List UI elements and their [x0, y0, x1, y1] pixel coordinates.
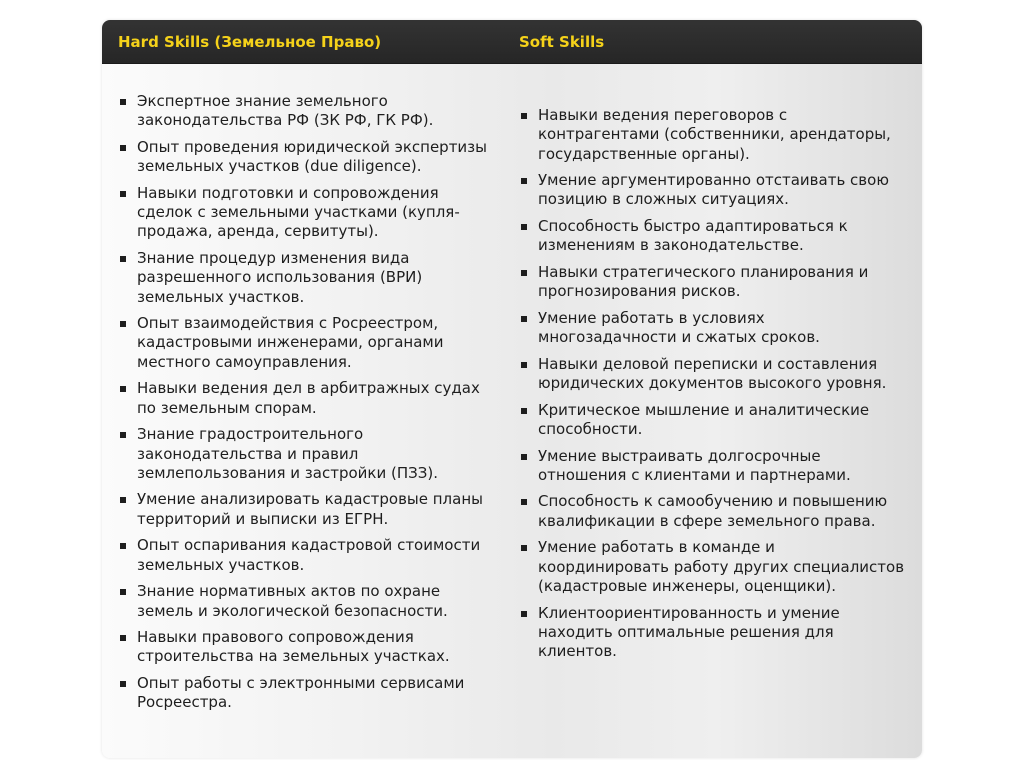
square-bullet-icon [521, 224, 527, 230]
soft-skill-item [503, 309, 908, 348]
soft-skill-item-text: Умение аргументированно отстаивать свою позицию в сложных ситуациях. [538, 171, 889, 209]
hard-skill-item-text: Экспертное знание земельного законодательства РФ (ЗК РФ, ГК РФ). [137, 92, 434, 130]
soft-skills-list [503, 106, 908, 661]
hard-skill-item [102, 92, 497, 131]
square-bullet-icon [120, 589, 126, 595]
soft-skill-item-text: Навыки стратегического планирования и прогнозирования рисков. [538, 262, 869, 301]
soft-skill-item [503, 604, 908, 662]
hard-skill-item-text: Навыки правового сопровождения строительства на земельных участках. [137, 628, 450, 666]
hard-skill-item-text: Знание градостроительного законодательства и правил землепользования и застройки (ПЗЗ). [137, 425, 438, 482]
square-bullet-icon [120, 321, 126, 327]
square-bullet-icon [120, 145, 126, 151]
skills-table [102, 20, 922, 758]
soft-skill-item-text: Умение работать в условиях многозадачности и сжатых сроков. [538, 308, 820, 347]
square-bullet-icon [120, 681, 126, 687]
square-bullet-icon [120, 256, 126, 262]
hard-skill-item-text: Опыт взаимодействия с Росреестром, кадастровыми инженерами, органами местного самоуправления. [137, 314, 444, 371]
hard-skill-item-text: Навыки ведения дел в арбитражных судах по земельным спорам. [137, 379, 480, 417]
hard-skill-item-text: Умение анализировать кадастровые планы территорий и выписки из ЕГРН. [137, 490, 483, 528]
square-bullet-icon [120, 432, 126, 438]
hard-skill-item [102, 425, 497, 483]
hard-skill-item-text: Опыт проведения юридической экспертизы земельных участков (due diligence). [137, 137, 487, 176]
square-bullet-icon [120, 635, 126, 641]
soft-skill-item-text: Критическое мышление и аналитические способности. [538, 400, 870, 438]
hard-skill-item-text: Знание нормативных актов по охране земель и экологической безопасности. [137, 582, 448, 620]
hard-skill-item [102, 379, 497, 418]
square-bullet-icon [521, 454, 527, 460]
soft-skill-item [503, 106, 908, 164]
hard-skill-item-text: Знание процедур изменения вида разрешенного использования (ВРИ) земельных участков. [137, 248, 423, 306]
square-bullet-icon [120, 543, 126, 549]
soft-skill-item [503, 447, 908, 486]
hard-skill-item-text: Опыт работы с электронными сервисами Росреестра. [137, 673, 465, 712]
soft-skill-item-text: Умение работать в команде и координировать работу других специалистов (кадастровые инженеры, оценщики). [538, 538, 905, 595]
square-bullet-icon [521, 499, 527, 505]
square-bullet-icon [521, 178, 527, 184]
hard-skill-item [102, 536, 497, 575]
soft-skill-item-text: Умение выстраивать долгосрочные отношения с клиентами и партнерами. [538, 446, 851, 484]
square-bullet-icon [521, 611, 527, 617]
soft-skill-item-text: Клиентоориентированность и умение находить оптимальные решения для клиентов. [538, 603, 840, 661]
soft-skill-item [503, 217, 908, 256]
hard-skills-column [102, 92, 497, 720]
square-bullet-icon [521, 316, 527, 322]
soft-skills-title: Soft Skills [519, 33, 605, 51]
soft-skill-item-text: Навыки ведения переговоров с контрагентами (собственники, арендаторы, государственные органы). [538, 106, 891, 163]
hard-skill-item [102, 628, 497, 667]
square-bullet-icon [521, 113, 527, 119]
hard-skill-item-text: Навыки подготовки и сопровождения сделок с земельными участками (купля-продажа, аренда, сервитуты). [137, 183, 460, 241]
soft-skill-item-text: Способность быстро адаптироваться к изменениям в законодательстве. [538, 217, 848, 255]
hard-skill-item [102, 184, 497, 242]
hard-skill-item [102, 674, 497, 713]
soft-skill-item [503, 171, 908, 210]
square-bullet-icon [120, 497, 126, 503]
hard-skills-title: Hard Skills (Земельное Право) [118, 33, 382, 51]
square-bullet-icon [120, 191, 126, 197]
soft-skill-item [503, 538, 908, 596]
hard-skill-item [102, 314, 497, 372]
square-bullet-icon [521, 270, 527, 276]
hard-skill-item [102, 138, 497, 177]
soft-skill-item [503, 401, 908, 440]
square-bullet-icon [521, 408, 527, 414]
table-header [102, 20, 922, 64]
square-bullet-icon [521, 362, 527, 368]
soft-skills-column [503, 106, 908, 669]
square-bullet-icon [120, 386, 126, 392]
hard-skills-list [102, 92, 497, 713]
soft-skill-item [503, 263, 908, 302]
hard-skill-item-text: Опыт оспаривания кадастровой стоимости земельных участков. [137, 536, 481, 574]
soft-skill-item [503, 355, 908, 394]
soft-skill-item [503, 492, 908, 531]
soft-skill-item-text: Навыки деловой переписки и составления юридических документов высокого уровня. [538, 354, 887, 393]
hard-skill-item [102, 582, 497, 621]
hard-skill-item [102, 249, 497, 307]
square-bullet-icon [120, 99, 126, 105]
square-bullet-icon [521, 545, 527, 551]
soft-skill-item-text: Способность к самообучению и повышению квалификации в сфере земельного права. [538, 492, 888, 530]
hard-skill-item [102, 490, 497, 529]
